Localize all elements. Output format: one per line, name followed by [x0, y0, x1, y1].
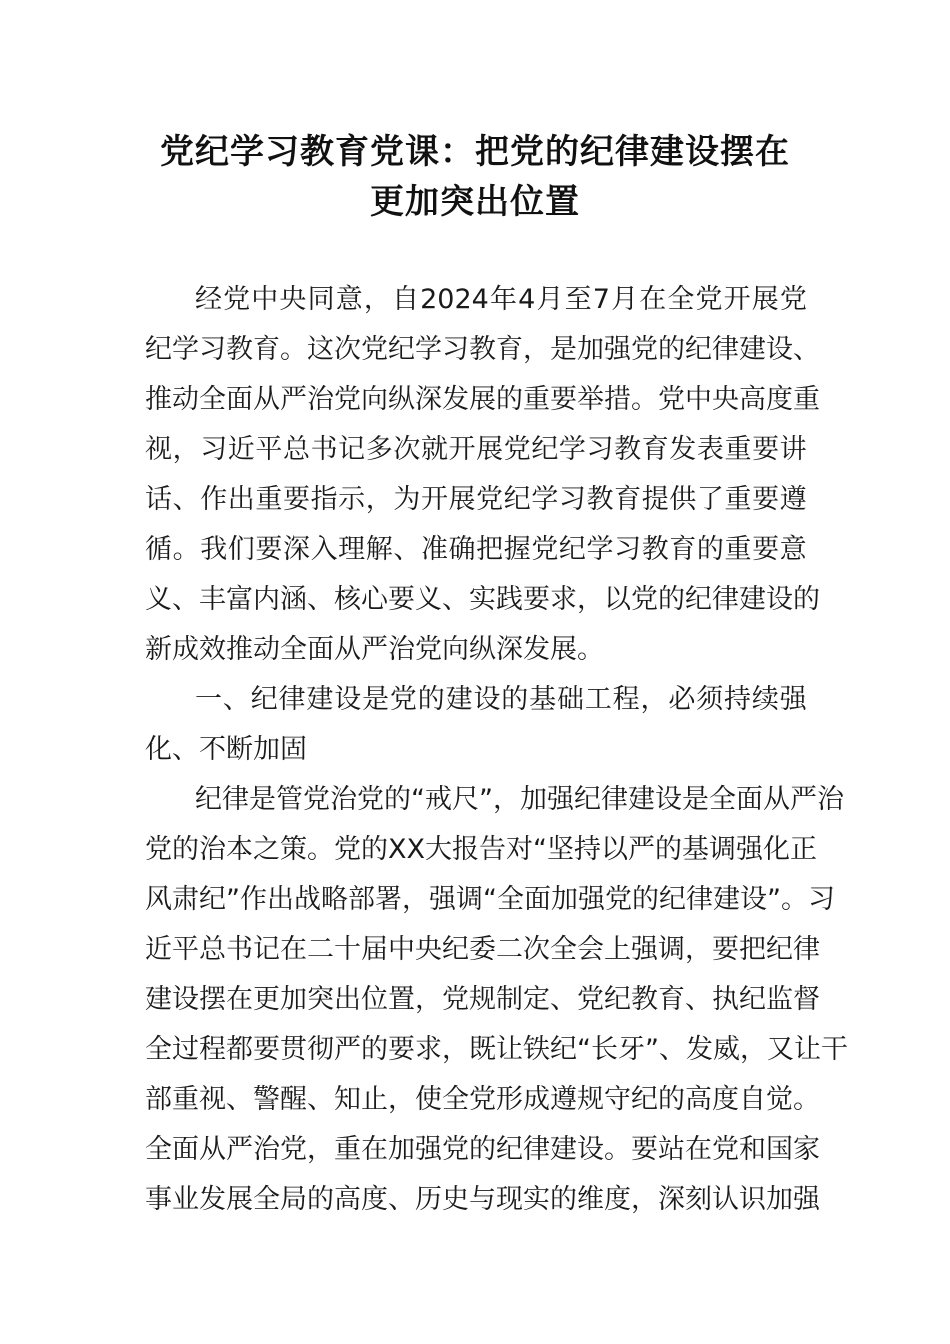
body-text-line: 事 业 发 展 全 局 的 高 度 、 历 史 与 现 实 的 维 度 ， 深 刻 认 识 加 强 [145, 1184, 820, 1215]
body-text-line: 话 、 作 出 重 要 指 示 ， 为 开 展 党 纪 学 习 教 育 提 供 了 重 要 遵 [145, 484, 807, 515]
body-text-line: 一 、 纪 律 建 设 是 党 的 建 设 的 基 础 工 程 ， 必 须 持 续 强 [195, 684, 807, 715]
body-text-line: 循 。 我 们 要 深 入 理 解 、 准 确 把 握 党 纪 学 习 教 育 的 重 要 意 [145, 534, 807, 565]
body-text-line: 化、不断加固 [145, 734, 307, 765]
body-text-line: 党 的 治 本 之 策 。 党 的 XX 大 报 告 对 “ 坚 持 以 严 的 基 调 强 化 正 [145, 834, 817, 865]
body-text-line: 纪 律 是 管 党 治 党 的 “ 戒 尺 ” ， 加 强 纪 律 建 设 是 全 面 从 严 治 [195, 784, 844, 815]
body-text-line: 建 设 摆 在 更 加 突 出 位 置 ， 党 规 制 定 、 党 纪 教 育 、 执 纪 监 督 [145, 984, 820, 1015]
body-text-line: 近 平 总 书 记 在 二 十 届 中 央 纪 委 二 次 全 会 上 强 调 ， 要 把 纪 律 [145, 934, 820, 965]
document-body [145, 275, 848, 1225]
body-text-line: 义 、 丰 富 内 涵 、 核 心 要 义 、 实 践 要 求 ， 以 党 的 纪 律 建 设 的 [145, 584, 820, 615]
body-text-line: 纪 学 习 教 育 。 这 次 党 纪 学 习 教 育 ， 是 加 强 党 的 纪 律 建 设 、 [145, 334, 820, 365]
document-title-line-1: 党纪学习教育党课：把党的纪律建设摆在 [160, 132, 790, 172]
document-title-line-2: 更加突出位置 [370, 182, 580, 222]
body-text-line: 经 党 中 央 同 意 ， 自 2024 年 4 月 至 7 月 在 全 党 开 展 党 [195, 284, 807, 315]
body-text-line: 风 肃 纪 ” 作 出 战 略 部 署 ， 强 调 “ 全 面 加 强 党 的 纪 律 建 设 ” 。 习 [145, 884, 835, 915]
body-text-line: 全 面 从 严 治 党 ， 重 在 加 强 党 的 纪 律 建 设 。 要 站 在 党 和 国 家 [145, 1134, 820, 1165]
body-text-line: 新成效推动全面从严治党向纵深发展。 [145, 634, 604, 665]
body-text-line: 推 动 全 面 从 严 治 党 向 纵 深 发 展 的 重 要 举 措 。 党 中 央 高 度 重 [145, 384, 820, 415]
body-text-line: 部 重 视 、 警 醒 、 知 止 ， 使 全 党 形 成 遵 规 守 纪 的 高 度 自 觉 。 [145, 1084, 820, 1115]
body-text-line: 全 过 程 都 要 贯 彻 严 的 要 求 ， 既 让 铁 纪 “ 长 牙 ” 、 发 威 ， 又 让 干 [145, 1034, 848, 1065]
body-text-line: 视 ， 习 近 平 总 书 记 多 次 就 开 展 党 纪 学 习 教 育 发 表 重 要 讲 [145, 434, 807, 465]
